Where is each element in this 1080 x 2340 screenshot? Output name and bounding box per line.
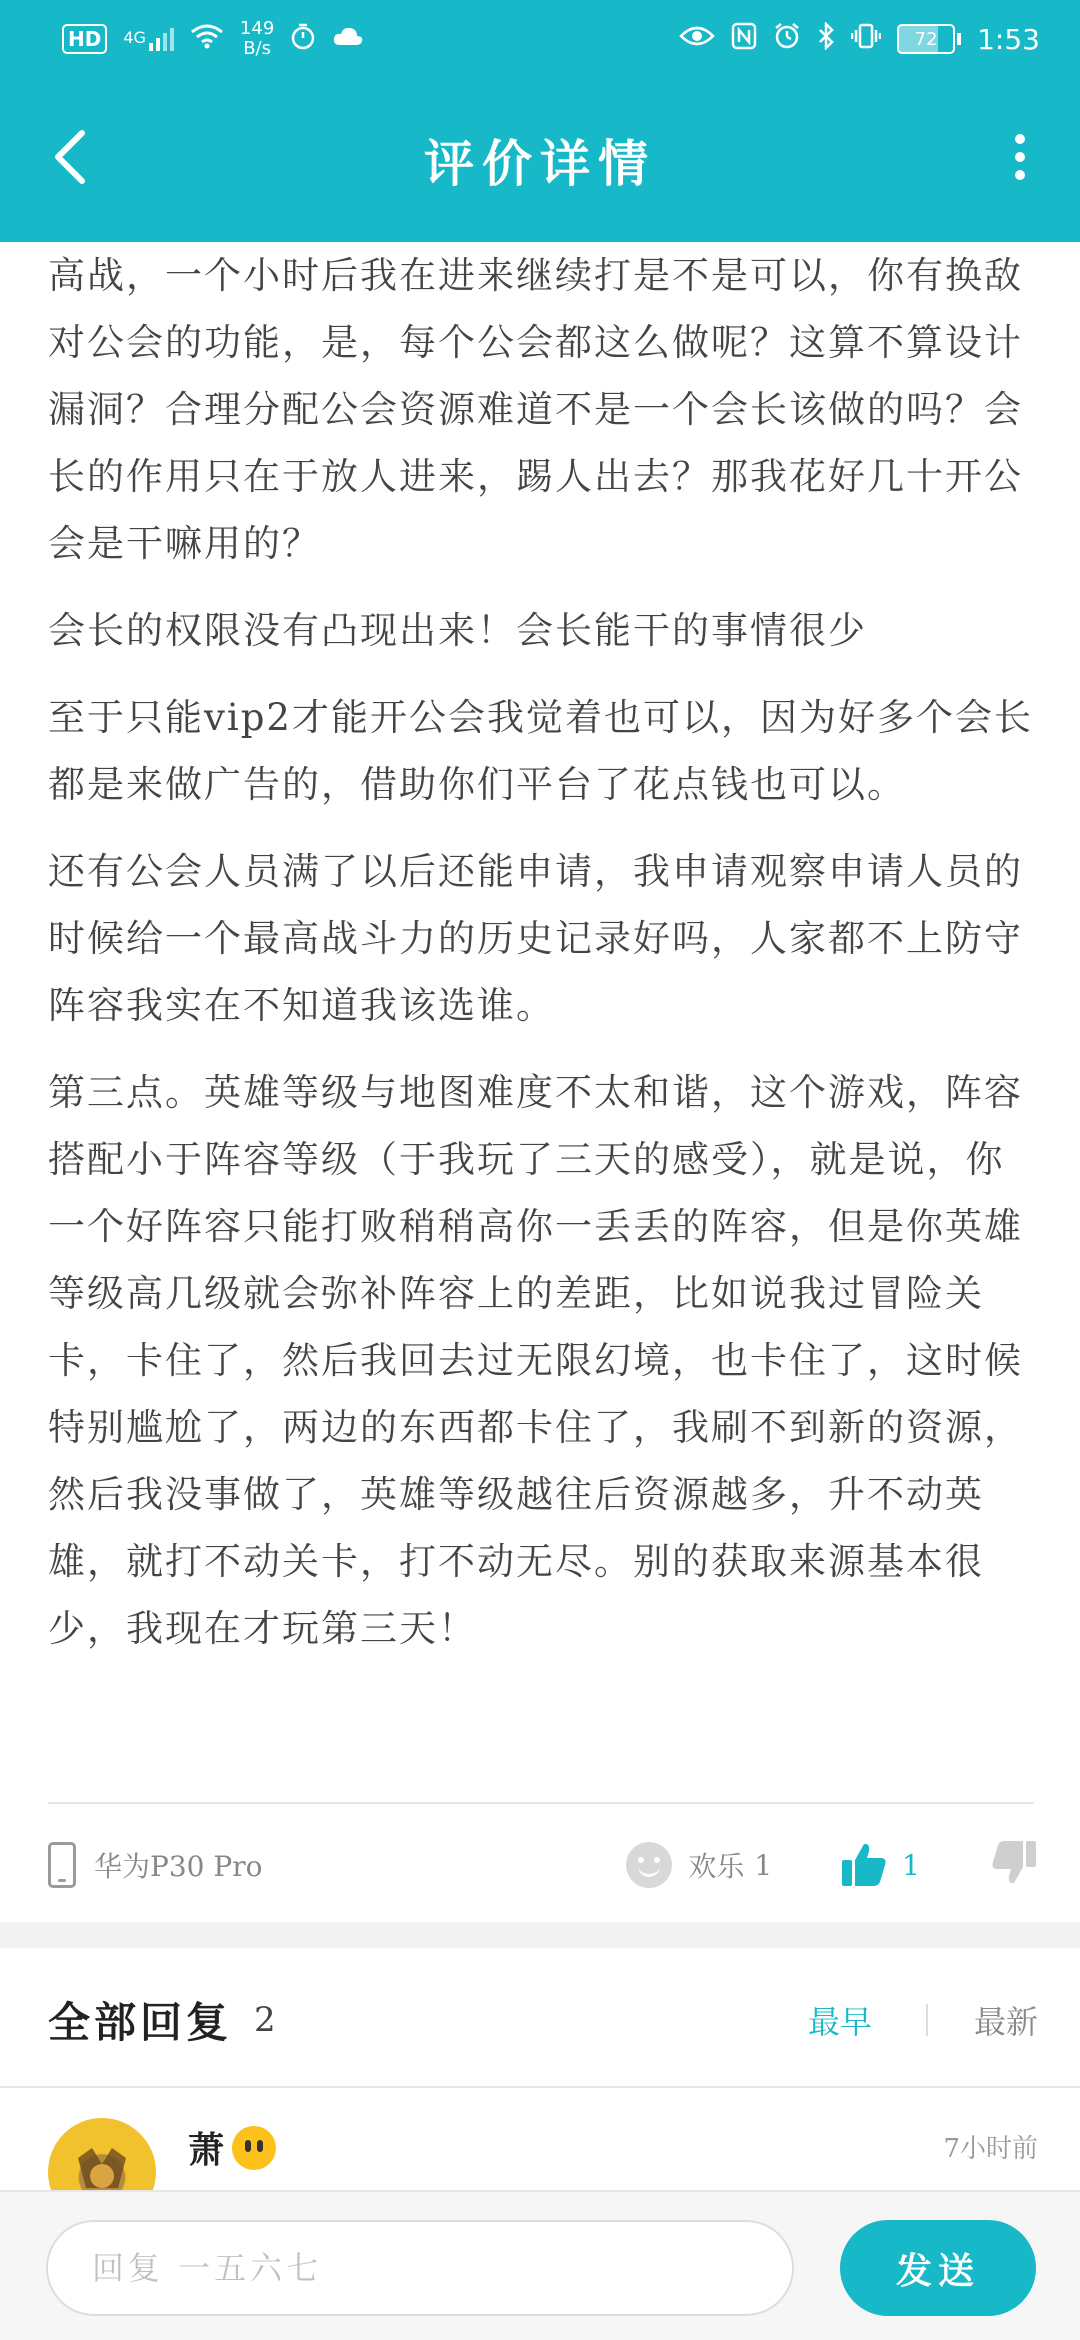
neutral-face-icon	[232, 2126, 276, 2170]
nfc-icon	[731, 22, 757, 57]
more-options-button[interactable]	[1000, 122, 1040, 192]
username-text: 萧	[188, 2129, 225, 2171]
sort-divider	[926, 2004, 928, 2036]
joy-label: 欢乐	[688, 1850, 745, 1883]
reply-item[interactable]	[48, 2118, 1038, 2198]
like-count: 1	[902, 1848, 920, 1882]
bluetooth-icon	[817, 22, 835, 57]
more-dot	[1015, 134, 1025, 144]
send-button[interactable]: 发送	[840, 2220, 1036, 2316]
replies-count: 2	[254, 2000, 276, 2040]
sort-earliest-tab[interactable]: 最早	[807, 2003, 872, 2041]
divider	[48, 1802, 1034, 1804]
device-info	[48, 1842, 262, 1888]
signal-label: 4G	[123, 27, 146, 47]
page-title: 评价详情	[424, 134, 656, 193]
review-meta	[48, 1830, 1038, 1900]
hd-badge: HD	[62, 24, 107, 54]
battery-level: 72	[914, 28, 938, 50]
device-name: 华为P30 Pro	[94, 1850, 263, 1883]
review-paragraph: 第三点。英雄等级与地图难度不太和谐，这个游戏，阵容搭配小于阵容等级（于我玩了三天的感受），就是说，你一个好阵容只能打败稍稍高你一丢丢的阵容，但是你英雄等级高几级就会弥补阵容上的差距，比如说我过冒险关卡，卡住了，然后我回去过无限幻境，也卡住了，这时候特别尴尬了，两边的东西都卡住了，我刷不到新的资源，然后我没事做了，英雄等级越往后资源越多，升不动英雄，就打不动关卡，打不动无尽。别的获取来源基本很少，我现在才玩第三天！	[48, 1071, 1023, 1650]
replies-header	[48, 1990, 1038, 2050]
review-paragraph: 至于只能vip2才能开公会我觉着也可以，因为好多个会长都是来做广告的，借助你们平台了花点钱也可以。	[48, 696, 1033, 806]
timer-icon	[290, 22, 316, 57]
thumbs-up-icon	[840, 1842, 888, 1888]
phone-icon	[48, 1842, 76, 1888]
battery-icon	[897, 24, 961, 54]
dislike-button[interactable]	[990, 1839, 1038, 1892]
reply-username[interactable]	[188, 2122, 276, 2173]
review-paragraph: 会长的权限没有凸现出来！会长能干的事情很少	[48, 609, 867, 652]
compose-bar	[0, 2190, 1080, 2340]
replies-title: 全部回复	[48, 1998, 233, 2047]
smile-icon	[626, 1842, 672, 1888]
clock: 1:53	[977, 22, 1040, 56]
status-bar	[0, 0, 1080, 78]
reply-input[interactable]	[46, 2220, 794, 2316]
more-dot	[1015, 152, 1025, 162]
joy-button[interactable]	[626, 1842, 772, 1888]
net-speed-value: 149	[239, 18, 275, 39]
signal-icon	[123, 28, 174, 51]
wifi-icon	[190, 23, 224, 56]
reply-time: 7小时前	[943, 2134, 1038, 2164]
like-button[interactable]	[840, 1842, 920, 1888]
review-paragraph: 高战，一个小时后我在进来继续打是不是可以，你有换敌对公会的功能，是，每个公会都这么做呢？这算不算设计漏洞？合理分配公会资源难道不是一个会长该做的吗？会长的作用只在于放人进来，踢人出去？那我花好几十开公会是干嘛用的？	[48, 254, 1023, 565]
divider	[0, 2086, 1080, 2088]
thumbs-down-icon	[990, 1839, 1038, 1885]
eye-icon	[679, 24, 715, 55]
joy-count: 1	[754, 1848, 773, 1882]
net-speed	[240, 19, 274, 59]
review-content	[48, 242, 1038, 1682]
vibrate-icon	[851, 22, 881, 57]
sort-options	[808, 1997, 1038, 2043]
sort-latest-tab[interactable]: 最新	[973, 2003, 1038, 2041]
cloud-icon	[332, 24, 364, 54]
app-bar	[0, 78, 1080, 242]
net-speed-unit: B/s	[243, 38, 271, 59]
alarm-icon	[773, 22, 801, 57]
review-paragraph: 还有公会人员满了以后还能申请，我申请观察申请人员的时候给一个最高战斗力的历史记录好吗，人家都不上防守阵容我实在不知道我该选谁。	[48, 850, 1023, 1027]
section-separator	[0, 1922, 1080, 1948]
more-dot	[1015, 170, 1025, 180]
